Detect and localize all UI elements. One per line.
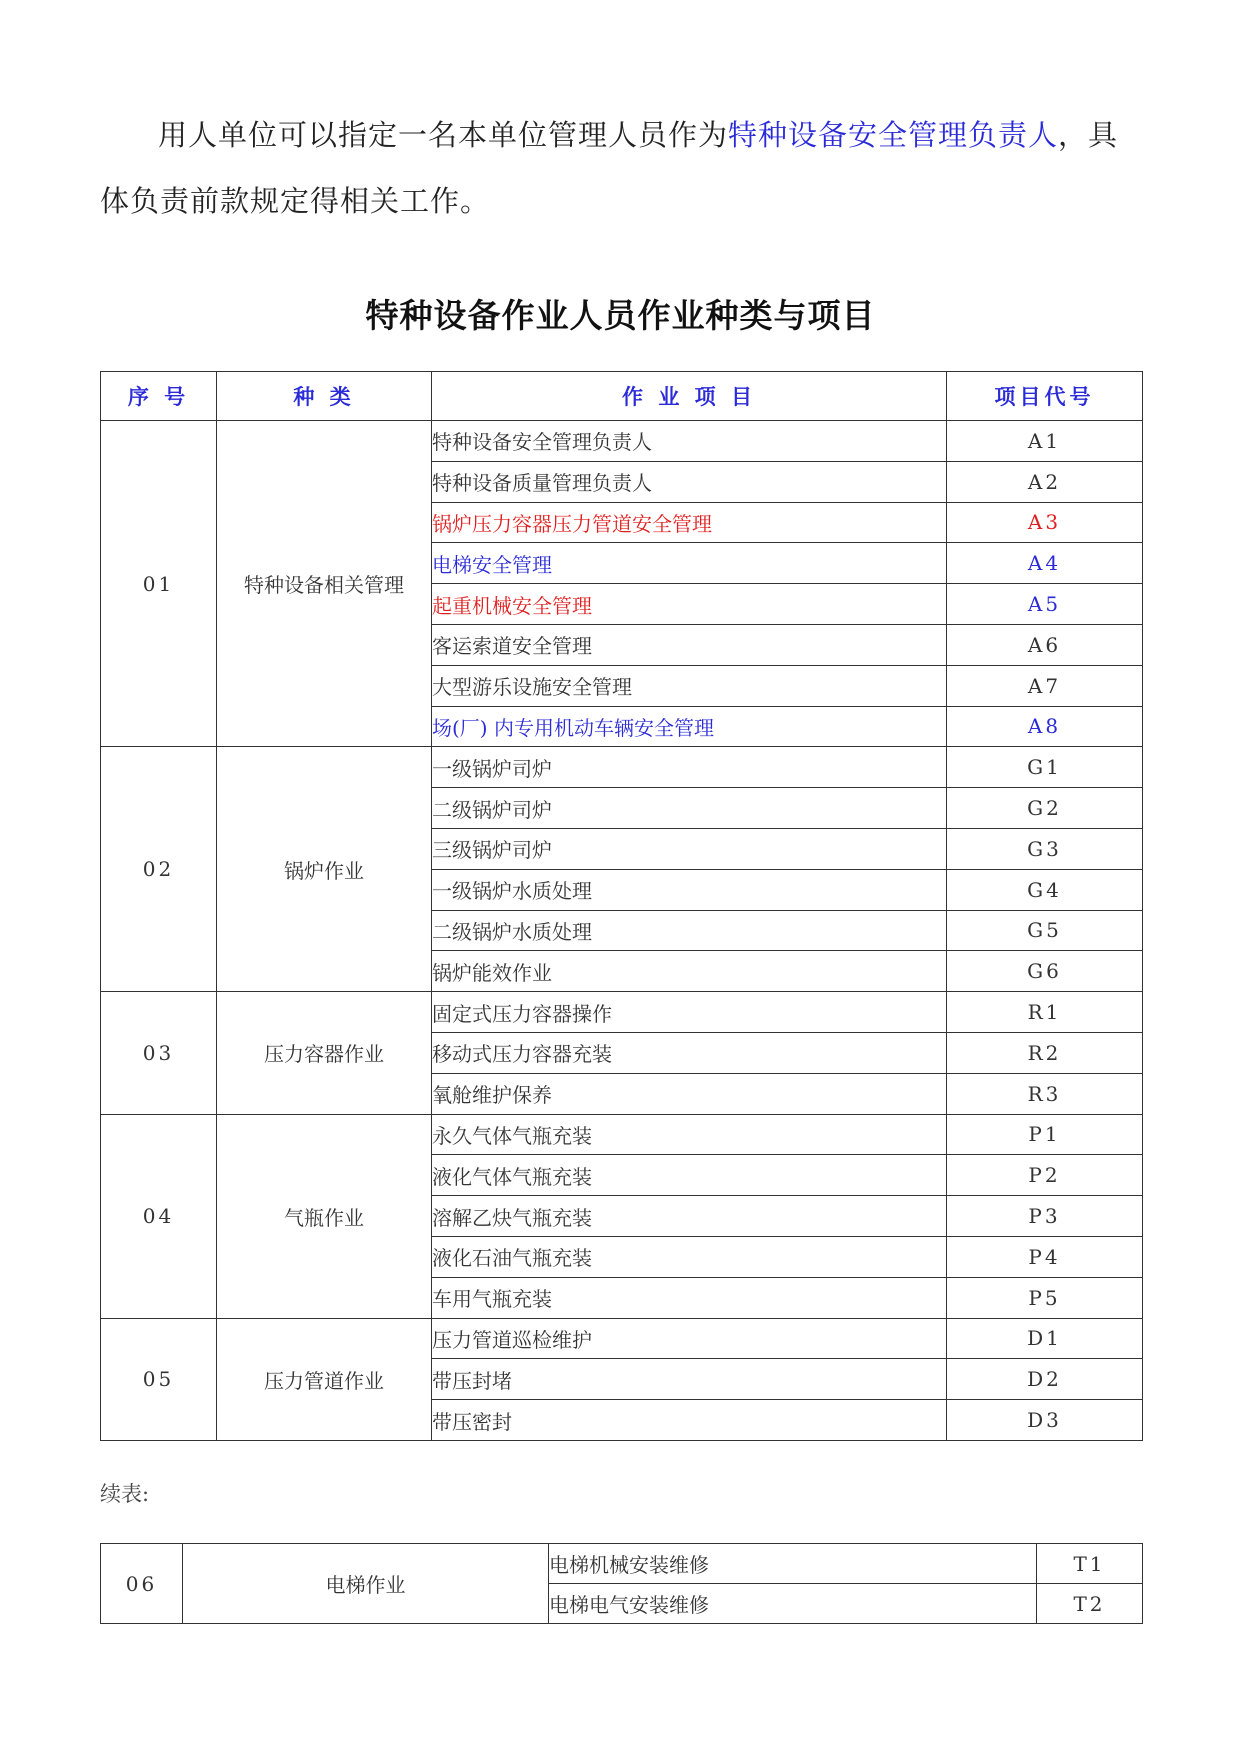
code-cell: G5 [947, 910, 1143, 951]
item-cell: 压力管道巡检维护 [432, 1318, 947, 1359]
continued-label: 续表: [100, 1482, 150, 1506]
table-row [101, 1318, 1143, 1359]
code-cell: P1 [947, 1114, 1143, 1155]
item-cell: 固定式压力容器操作 [432, 992, 947, 1033]
code-cell: G1 [947, 747, 1143, 788]
code-cell: P5 [947, 1277, 1143, 1318]
item-cell: 电梯安全管理 [432, 543, 947, 584]
item-cell: 氧舱维护保养 [432, 1073, 947, 1114]
continued-table-body [101, 1544, 1143, 1624]
item-cell: 移动式压力容器充装 [432, 1032, 947, 1073]
code-cell: A6 [947, 624, 1143, 665]
header-item: 作 业 项 目 [432, 372, 947, 421]
intro-paragraph [100, 102, 1140, 234]
item-cell: 电梯机械安装维修 [549, 1544, 1037, 1584]
item-cell: 电梯电气安装维修 [549, 1584, 1037, 1624]
code-cell: A7 [947, 665, 1143, 706]
table-header-row [101, 372, 1143, 421]
group-number-cell: 06 [101, 1544, 183, 1624]
item-cell: 二级锅炉水质处理 [432, 910, 947, 951]
code-cell: D2 [947, 1359, 1143, 1400]
item-cell: 起重机械安全管理 [432, 584, 947, 625]
category-cell: 锅炉作业 [217, 747, 432, 992]
table-row [101, 747, 1143, 788]
table-row [101, 992, 1143, 1033]
group-number-cell: 05 [101, 1318, 217, 1440]
item-cell: 永久气体气瓶充装 [432, 1114, 947, 1155]
item-cell: 车用气瓶充装 [432, 1277, 947, 1318]
code-cell: A2 [947, 461, 1143, 502]
code-cell: A5 [947, 584, 1143, 625]
code-cell: D3 [947, 1400, 1143, 1441]
category-cell: 电梯作业 [183, 1544, 549, 1624]
item-cell: 三级锅炉司炉 [432, 828, 947, 869]
item-cell: 液化气体气瓶充装 [432, 1155, 947, 1196]
code-cell: R3 [947, 1073, 1143, 1114]
item-cell: 溶解乙炔气瓶充装 [432, 1196, 947, 1237]
table-row [101, 1544, 1143, 1584]
table-row [101, 421, 1143, 462]
category-cell: 压力管道作业 [217, 1318, 432, 1440]
group-number-cell: 01 [101, 421, 217, 747]
header-code: 项目代号 [947, 372, 1143, 421]
code-cell: G3 [947, 828, 1143, 869]
code-cell: P3 [947, 1196, 1143, 1237]
table-title: 特种设备作业人员作业种类与项目 [365, 296, 876, 335]
code-cell: A4 [947, 543, 1143, 584]
code-cell: T2 [1037, 1584, 1143, 1624]
code-cell: T1 [1037, 1544, 1143, 1584]
header-category: 种 类 [217, 372, 432, 421]
code-cell: A8 [947, 706, 1143, 747]
code-cell: G2 [947, 788, 1143, 829]
item-cell: 带压密封 [432, 1400, 947, 1441]
item-cell: 大型游乐设施安全管理 [432, 665, 947, 706]
code-cell: G6 [947, 951, 1143, 992]
code-cell: A3 [947, 502, 1143, 543]
code-cell: R2 [947, 1032, 1143, 1073]
code-cell: D1 [947, 1318, 1143, 1359]
code-cell: G4 [947, 869, 1143, 910]
table-row [101, 1114, 1143, 1155]
code-cell: P2 [947, 1155, 1143, 1196]
category-cell: 特种设备相关管理 [217, 421, 432, 747]
intro-text-part2: ，具体负责前款规定得相关工作。 [100, 118, 1119, 218]
group-number-cell: 03 [101, 992, 217, 1114]
category-cell: 气瓶作业 [217, 1114, 432, 1318]
item-cell: 液化石油气瓶充装 [432, 1236, 947, 1277]
group-number-cell: 04 [101, 1114, 217, 1318]
item-cell: 锅炉能效作业 [432, 951, 947, 992]
item-cell: 一级锅炉司炉 [432, 747, 947, 788]
work-type-table [100, 371, 1143, 1441]
continued-table [100, 1543, 1143, 1624]
category-cell: 压力容器作业 [217, 992, 432, 1114]
item-cell: 客运索道安全管理 [432, 624, 947, 665]
item-cell: 带压封堵 [432, 1359, 947, 1400]
table-body [101, 421, 1143, 1441]
code-cell: A1 [947, 421, 1143, 462]
item-cell: 锅炉压力容器压力管道安全管理 [432, 502, 947, 543]
header-no: 序 号 [101, 372, 217, 421]
item-cell: 一级锅炉水质处理 [432, 869, 947, 910]
item-cell: 场(厂) 内专用机动车辆安全管理 [432, 706, 947, 747]
intro-highlight: 特种设备安全管理负责人 [728, 118, 1059, 152]
item-cell: 特种设备质量管理负责人 [432, 461, 947, 502]
group-number-cell: 02 [101, 747, 217, 992]
item-cell: 特种设备安全管理负责人 [432, 421, 947, 462]
code-cell: P4 [947, 1236, 1143, 1277]
intro-text-part1: 用人单位可以指定一名本单位管理人员作为 [158, 118, 729, 152]
item-cell: 二级锅炉司炉 [432, 788, 947, 829]
code-cell: R1 [947, 992, 1143, 1033]
